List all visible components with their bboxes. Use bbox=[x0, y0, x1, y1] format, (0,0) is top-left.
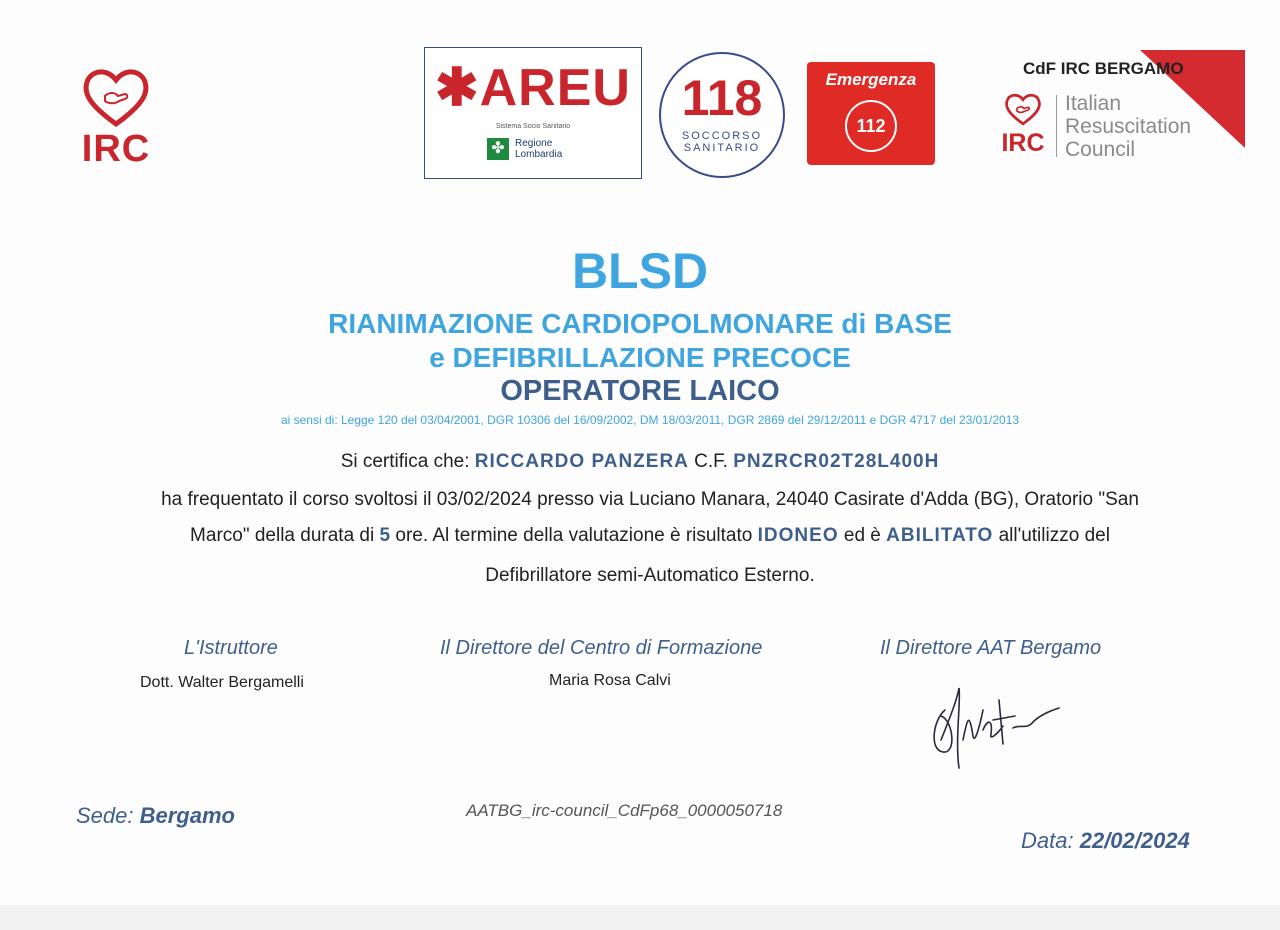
areu-title: ✱AREU bbox=[435, 59, 631, 117]
instructor-role: L'Istruttore bbox=[184, 637, 278, 659]
asterisk-icon: ✱ bbox=[435, 59, 480, 117]
irc-brand-text: IRC bbox=[81, 128, 151, 170]
number-112: 112 bbox=[845, 100, 897, 152]
participant-name: RICCARDO PANZERA bbox=[474, 451, 689, 472]
heart-hands-icon bbox=[1003, 92, 1043, 126]
emergenza-112-logo bbox=[807, 62, 935, 165]
director-name: Maria Rosa Calvi bbox=[549, 672, 671, 689]
soccorso-118-logo bbox=[659, 52, 785, 178]
scan-bottom-border bbox=[0, 905, 1280, 930]
instructor-name: Dott. Walter Bergamelli bbox=[140, 674, 304, 691]
director-role: Il Direttore del Centro di Formazione bbox=[440, 637, 763, 659]
lombardia-flower-icon: ✤ bbox=[487, 138, 509, 160]
course-details-line3: Defibrillatore semi-Automatico Esterno. bbox=[485, 565, 815, 586]
logo-divider bbox=[1056, 95, 1057, 157]
course-details-line2: Marco" della durata di 5 ore. Al termine della valutazione è risultato IDONEO ed è ABILITATO all'utilizzo del bbox=[190, 525, 1110, 546]
irc-logo-right bbox=[998, 92, 1048, 156]
certification-line: Si certifica che: RICCARDO PANZERA C.F. PNZRCR02T28L400H bbox=[340, 451, 940, 472]
course-subtitle-line2: e DEFIBRILLAZIONE PRECOCE bbox=[429, 342, 851, 373]
number-118: 118 bbox=[681, 70, 763, 126]
legal-references: ai sensi di: Legge 120 del 03/04/2001, DGR 10306 del 16/09/2002, DM 18/03/2011, DGR 2869 del 29/12/2011 e DGR 4717 del 23/01/2013 bbox=[280, 413, 1020, 427]
sede: Sede: Bergamo bbox=[76, 803, 235, 828]
emergenza-label: Emergenza bbox=[825, 70, 917, 89]
aat-director-role: Il Direttore AAT Bergamo bbox=[880, 637, 1102, 659]
course-hours: 5 bbox=[379, 525, 391, 546]
course-title: BLSD bbox=[571, 243, 709, 299]
areu-logo bbox=[424, 47, 642, 179]
areu-subtitle: Sistema Socio Sanitario bbox=[495, 123, 571, 130]
certificate-code: AATBG_irc-council_CdFp68_0000050718 bbox=[466, 801, 783, 820]
result-idoneo: IDONEO bbox=[757, 525, 839, 546]
issue-date: Data: 22/02/2024 bbox=[1021, 828, 1190, 853]
irc-logo-left bbox=[76, 66, 156, 168]
aat-director-signature bbox=[923, 680, 1063, 780]
irc-right-brand: IRC bbox=[1001, 129, 1045, 157]
soccorso-sanitario-text: SOCCORSO SANITARIO bbox=[681, 130, 763, 154]
status-abilitato: ABILITATO bbox=[886, 525, 994, 546]
course-subtitle-line1: RIANIMAZIONE CARDIOPOLMONARE di BASE bbox=[328, 308, 952, 339]
fiscal-code: PNZRCR02T28L400H bbox=[733, 451, 940, 472]
cdf-irc-bergamo-title: CdF IRC BERGAMO bbox=[1023, 59, 1184, 78]
regione-lombardia-text: Regione Lombardia bbox=[515, 138, 563, 160]
sede-value: Bergamo bbox=[139, 803, 235, 828]
heart-hands-icon bbox=[81, 66, 151, 128]
italian-resuscitation-council-text: Italian Resuscitation Council bbox=[1065, 92, 1192, 161]
issue-date-value: 22/02/2024 bbox=[1079, 828, 1190, 853]
course-level: OPERATORE LAICO bbox=[500, 375, 780, 407]
course-details-line1: ha frequentato il corso svoltosi il 03/02/2024 presso via Luciano Manara, 24040 Casirate d'Adda (BG), Oratorio "San bbox=[161, 489, 1139, 510]
